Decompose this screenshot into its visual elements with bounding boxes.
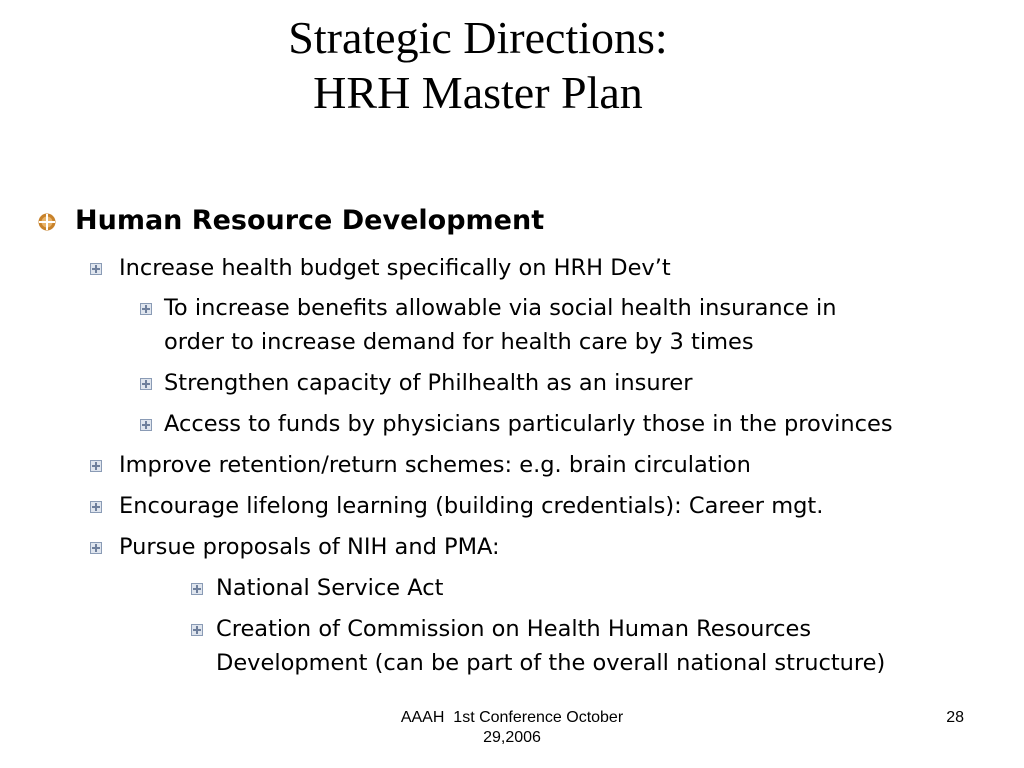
square-bullet-icon xyxy=(191,624,203,636)
list-item: Strengthen capacity of Philhealth as an insurer xyxy=(164,370,693,396)
list-item xyxy=(216,612,885,680)
footer-conference-line1: AAAH 1st Conference October xyxy=(400,709,624,726)
list-item-line1: Creation of Commission on Health Human Resources xyxy=(216,616,812,642)
footer-conference xyxy=(362,708,662,748)
list-item-line2: Development (can be part of the overall national structure) xyxy=(216,650,886,676)
footer-conference-line2: 29,2006 xyxy=(483,729,541,746)
square-bullet-icon xyxy=(140,378,152,390)
slide-title-line1: Strategic Directions: xyxy=(288,12,668,63)
list-item xyxy=(164,291,837,359)
list-item: Improve retention/return schemes: e.g. brain circulation xyxy=(119,452,751,478)
square-bullet-icon xyxy=(191,583,203,595)
square-bullet-icon xyxy=(90,263,102,275)
slide-title xyxy=(0,10,956,120)
slide-title-line2: HRH Master Plan xyxy=(313,67,643,118)
square-bullet-icon xyxy=(140,419,152,431)
section-heading: Human Resource Development xyxy=(75,205,545,236)
list-item-line2: order to increase demand for health care by 3 times xyxy=(164,329,754,355)
list-item: Encourage lifelong learning (building credentials): Career mgt. xyxy=(119,493,824,519)
page-number: 28 xyxy=(946,709,964,726)
orange-cross-circle-icon xyxy=(38,213,56,231)
list-item: Access to funds by physicians particularly those in the provinces xyxy=(164,411,893,437)
list-item-line1: To increase benefits allowable via social health insurance in xyxy=(164,295,837,321)
square-bullet-icon xyxy=(90,501,102,513)
list-item: Pursue proposals of NIH and PMA: xyxy=(119,534,500,560)
list-item: National Service Act xyxy=(216,575,444,601)
square-bullet-icon xyxy=(90,542,102,554)
square-bullet-icon xyxy=(90,460,102,472)
list-item: Increase health budget specifically on HRH Dev’t xyxy=(119,255,671,281)
square-bullet-icon xyxy=(140,303,152,315)
